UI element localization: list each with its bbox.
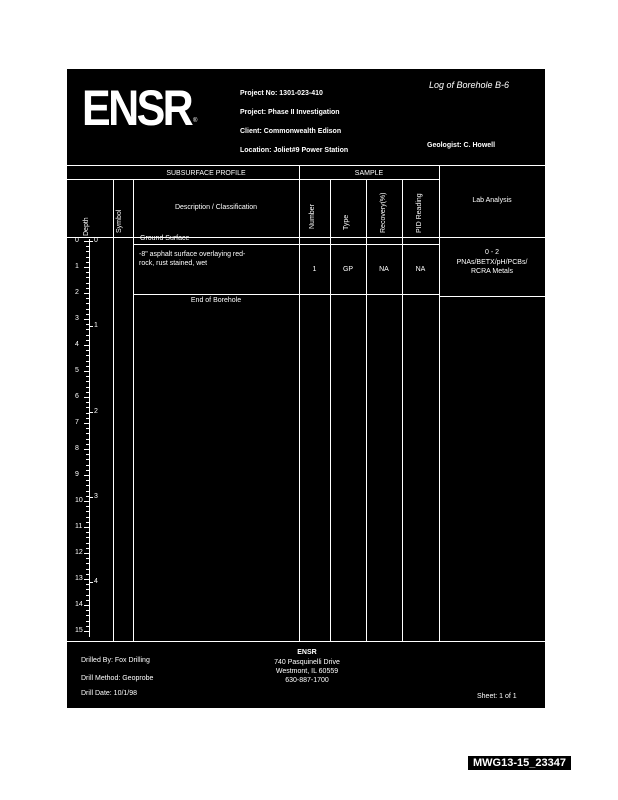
- depth-m-tick: [89, 326, 93, 327]
- depth-minor-tick: [86, 392, 89, 393]
- symbol-header: Symbol: [116, 209, 123, 233]
- depth-minor-tick: [86, 366, 89, 367]
- project-name: Project: Phase II Investigation: [240, 109, 340, 116]
- drilled-by: Drilled By: Fox Drilling: [81, 657, 150, 664]
- depth-ft-label: 4: [75, 341, 79, 348]
- depth-minor-tick: [86, 309, 89, 310]
- depth-ft-tick: [84, 605, 90, 606]
- depth-minor-tick: [86, 251, 89, 252]
- depth-ft-label: 0: [75, 237, 79, 244]
- sample-heading: SAMPLE: [354, 170, 384, 177]
- sample-type: GP: [342, 266, 354, 273]
- depth-m-label: 4: [94, 578, 98, 586]
- depth-ft-tick: [84, 267, 90, 268]
- depth-minor-tick: [86, 506, 89, 507]
- document-id-stamp: MWG13-15_23347: [468, 756, 571, 770]
- footer-divider: [67, 641, 545, 642]
- description-header: Description / Classification: [174, 204, 258, 211]
- depth-minor-tick: [86, 621, 89, 622]
- depth-minor-tick: [86, 537, 89, 538]
- depth-minor-tick: [86, 558, 89, 559]
- type-recovery-divider: [366, 179, 367, 641]
- depth-minor-tick: [86, 480, 89, 481]
- depth-ft-tick: [84, 501, 90, 502]
- depth-minor-tick: [86, 522, 89, 523]
- depth-minor-tick: [86, 272, 89, 273]
- depth-minor-tick: [86, 355, 89, 356]
- ground-surface-label: Ground Surface: [140, 235, 190, 242]
- depth-minor-tick: [86, 314, 89, 315]
- end-of-borehole-label: End of Borehole: [190, 297, 242, 304]
- depth-minor-tick: [86, 413, 89, 414]
- number-header: Number: [309, 204, 316, 229]
- footer-company: ENSR: [297, 649, 317, 656]
- depth-minor-tick: [86, 376, 89, 377]
- depth-ft-label: 2: [75, 289, 79, 296]
- sample-number: 1: [312, 266, 317, 273]
- depth-minor-tick: [86, 569, 89, 570]
- depth-minor-tick: [86, 418, 89, 419]
- pid-header: PID Reading: [416, 193, 423, 233]
- depth-minor-tick: [86, 517, 89, 518]
- desc-number-divider: [299, 165, 300, 641]
- ensr-logo: ENSR: [82, 80, 192, 136]
- symbol-desc-divider: [133, 179, 134, 641]
- type-header: Type: [343, 214, 350, 230]
- depth-minor-tick: [86, 262, 89, 263]
- depth-minor-tick: [86, 340, 89, 341]
- description-line-2: rock, rust stained, wet: [139, 260, 208, 267]
- client-name: Client: Commonwealth Edison: [240, 128, 342, 135]
- lab-analysis-header: Lab Analysis: [472, 197, 512, 204]
- depth-minor-tick: [86, 615, 89, 616]
- header-divider: [67, 165, 545, 166]
- footer-phone: 630-887-1700: [285, 677, 329, 684]
- depth-minor-tick: [86, 600, 89, 601]
- depth-ft-label: 8: [75, 445, 79, 452]
- depth-ft-label: 15: [75, 627, 83, 634]
- depth-ft-tick: [84, 579, 90, 580]
- depth-ft-tick: [84, 449, 90, 450]
- lab-range: 0 - 2: [484, 249, 499, 256]
- depth-ft-label: 9: [75, 471, 79, 478]
- depth-minor-tick: [86, 428, 89, 429]
- depth-ft-label: 5: [75, 367, 79, 374]
- lab-analytes-line-1: PNAs/BETX/pH/PCBs/: [456, 259, 528, 266]
- pid-lab-divider: [439, 165, 440, 641]
- depth-minor-tick: [86, 543, 89, 544]
- depth-ft-label: 10: [75, 497, 83, 504]
- depth-ft-tick: [84, 371, 90, 372]
- depth-ft-label: 3: [75, 315, 79, 322]
- depth-minor-tick: [86, 511, 89, 512]
- depth-header: Depth: [83, 217, 90, 236]
- depth-ft-label: 6: [75, 393, 79, 400]
- depth-minor-tick: [86, 439, 89, 440]
- depth-minor-tick: [86, 350, 89, 351]
- depth-minor-tick: [86, 288, 89, 289]
- location: Location: Joliet#9 Power Station: [240, 147, 349, 154]
- project-number: Project No: 1301-023-410: [240, 90, 323, 97]
- depth-minor-tick: [86, 433, 89, 434]
- depth-ft-label: 1: [75, 263, 79, 270]
- depth-minor-tick: [86, 485, 89, 486]
- depth-minor-tick: [86, 454, 89, 455]
- depth-minor-tick: [86, 610, 89, 611]
- drill-method: Drill Method: Geoprobe: [81, 675, 154, 682]
- depth-ft-label: 13: [75, 575, 83, 582]
- ground-surface-line: [133, 244, 439, 245]
- depth-minor-tick: [86, 574, 89, 575]
- lab-row-divider: [439, 296, 545, 297]
- depth-m-label: 2: [94, 407, 98, 415]
- depth-minor-tick: [86, 459, 89, 460]
- depth-minor-tick: [86, 584, 89, 585]
- depth-ft-tick: [84, 423, 90, 424]
- borehole-log-sheet: [67, 69, 545, 708]
- depth-minor-tick: [86, 361, 89, 362]
- depth-minor-tick: [86, 283, 89, 284]
- log-title: Log of Borehole B-6: [429, 80, 510, 90]
- drill-date: Drill Date: 10/1/98: [81, 690, 138, 697]
- depth-ft-tick: [84, 345, 90, 346]
- number-type-divider: [330, 179, 331, 641]
- depth-ft-tick: [84, 553, 90, 554]
- depth-ft-tick: [84, 475, 90, 476]
- depth-m-label: 3: [94, 492, 98, 500]
- depth-ft-tick: [84, 527, 90, 528]
- depth-ft-tick: [84, 397, 90, 398]
- depth-ft-label: 12: [75, 549, 83, 556]
- footer-address-1: 740 Pasquinelli Drive: [274, 659, 340, 666]
- column-header-divider: [67, 237, 545, 238]
- depth-minor-tick: [86, 444, 89, 445]
- footer-address-2: Westmont, IL 60559: [275, 668, 339, 675]
- description-line-1: -8" asphalt surface overlaying red-: [139, 251, 246, 258]
- depth-minor-tick: [86, 303, 89, 304]
- depth-minor-tick: [86, 246, 89, 247]
- depth-symbol-divider: [113, 179, 114, 641]
- recovery-header: Recovery(%): [380, 192, 387, 233]
- depth-minor-tick: [86, 465, 89, 466]
- depth-minor-tick: [86, 329, 89, 330]
- depth-minor-tick: [86, 381, 89, 382]
- depth-minor-tick: [86, 402, 89, 403]
- depth-minor-tick: [86, 532, 89, 533]
- depth-minor-tick: [86, 589, 89, 590]
- depth-minor-tick: [86, 491, 89, 492]
- depth-ft-tick: [84, 319, 90, 320]
- depth-minor-tick: [86, 277, 89, 278]
- depth-m-tick: [89, 582, 93, 583]
- depth-minor-tick: [86, 257, 89, 258]
- depth-minor-tick: [86, 407, 89, 408]
- depth-m-label: 1: [94, 322, 98, 330]
- sample-recovery: NA: [379, 266, 389, 273]
- depth-minor-tick: [86, 387, 89, 388]
- depth-m-tick: [89, 412, 93, 413]
- depth-ft-label: 14: [75, 601, 83, 608]
- registered-mark: ®: [193, 118, 198, 124]
- end-of-borehole-line: [133, 294, 439, 295]
- depth-m-tick: [89, 497, 93, 498]
- subsurface-profile-heading: SUBSURFACE PROFILE: [166, 170, 246, 177]
- depth-minor-tick: [86, 563, 89, 564]
- depth-minor-tick: [86, 470, 89, 471]
- depth-minor-tick: [86, 595, 89, 596]
- depth-scale-axis: [89, 239, 90, 637]
- depth-minor-tick: [86, 324, 89, 325]
- sheet-number: Sheet: 1 of 1: [477, 693, 517, 700]
- lab-analytes-line-2: RCRA Metals: [470, 268, 513, 275]
- depth-minor-tick: [86, 335, 89, 336]
- depth-minor-tick: [86, 626, 89, 627]
- depth-ft-tick: [84, 293, 90, 294]
- depth-ft-label: 7: [75, 419, 79, 426]
- depth-minor-tick: [86, 548, 89, 549]
- geologist: Geologist: C. Howell: [427, 142, 496, 149]
- depth-minor-tick: [86, 298, 89, 299]
- depth-ft-tick: [84, 631, 90, 632]
- recovery-pid-divider: [402, 179, 403, 641]
- depth-m-label: 0: [94, 237, 98, 244]
- group-header-divider: [67, 179, 439, 180]
- depth-m-tick: [89, 241, 93, 242]
- sample-pid: NA: [415, 266, 426, 273]
- depth-ft-label: 11: [75, 523, 83, 530]
